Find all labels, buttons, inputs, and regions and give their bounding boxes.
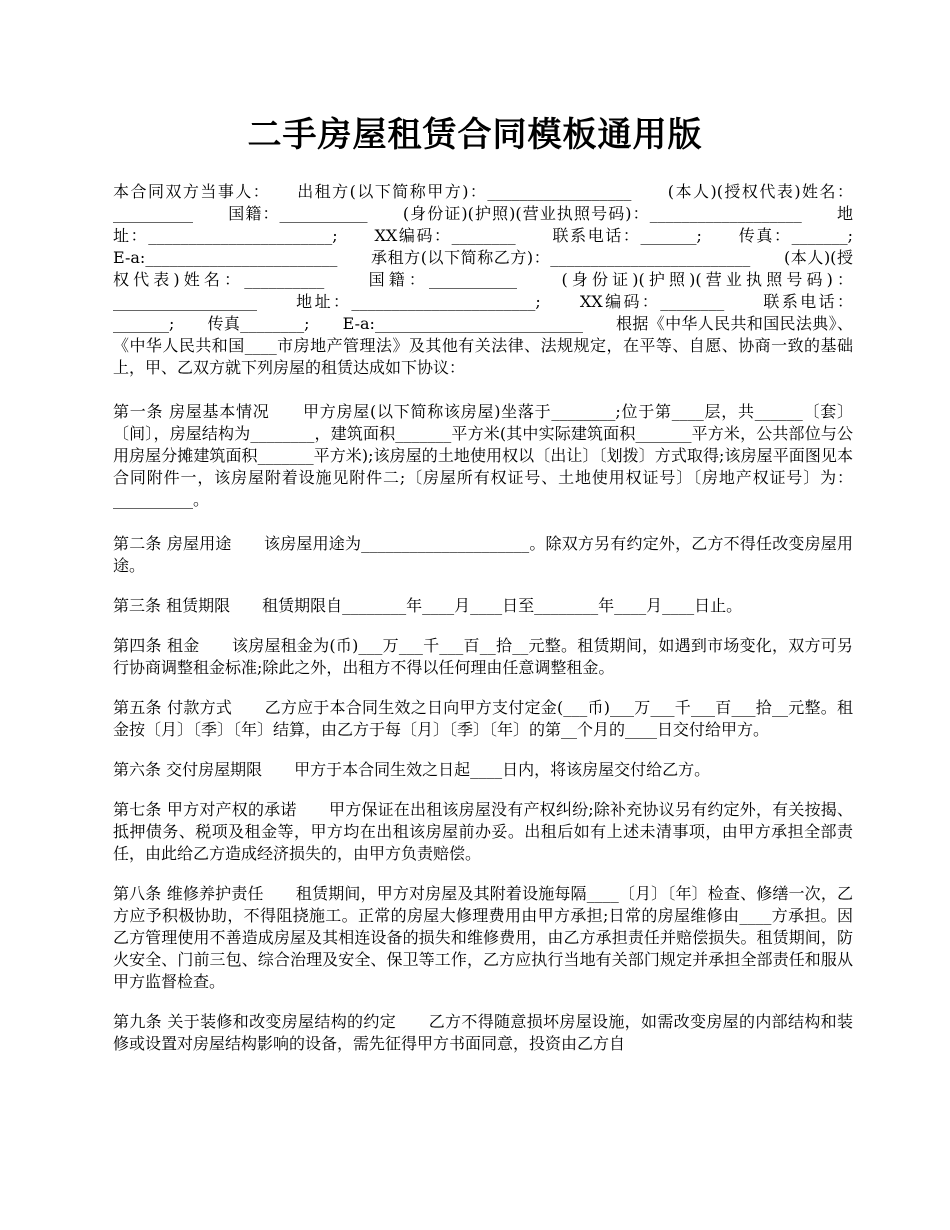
article-6-paragraph: 第六条 交付房屋期限 甲方于本合同生效之日起____日内，将该房屋交付给乙方。 — [113, 760, 711, 779]
document-title: 二手房屋租赁合同模板通用版 — [247, 115, 703, 155]
article-7-paragraph: 第七条 甲方对产权的承诺 甲方保证在出租该房屋没有产权纠纷;除补充协议另有约定外，有关按揭、抵押债务、税项及租金等，甲方均在出租该房屋前办妥。出租后如有上述未清事项，由甲方承担全部责任，由此给乙方造成经济损失的，由甲方负责赔偿。 — [113, 800, 853, 863]
article-9-paragraph: 第九条 关于装修和改变房屋结构的约定 乙方不得随意损坏房屋设施，如需改变房屋的内部结构和装修或设置对房屋结构影响的设备，需先征得甲方书面同意，投资由乙方自 — [113, 1012, 853, 1053]
article-8-paragraph: 第八条 维修养护责任 租赁期间，甲方对房屋及其附着设施每隔____〔月〕〔年〕检查、修缮一次，乙方应予积极协助，不得阻挠施工。正常的房屋大修理费用由甲方承担;日常的房屋维修由____方承担。因乙方管理使用不善造成房屋及其相连设备的损失和维修费用，由乙方承担责任并赔偿损失。租赁期间，防火安全、门前三包、综合治理及安全、保卫等工作，乙方应执行当地有关部门规定并承担全部责任和服从甲方监督检查。 — [113, 884, 853, 991]
document-body — [113, 181, 886, 1055]
article-3-paragraph: 第三条 租赁期限 租赁期限自________年____月____日至________年____月____日止。 — [113, 596, 743, 615]
article-5-paragraph: 第五条 付款方式 乙方应于本合同生效之日向甲方支付定金(___币)___万___千___百___拾__元整。租金按〔月〕〔季〕〔年〕结算，由乙方于每〔月〕〔季〕〔年〕的第__个月的____日交付给甲方。 — [113, 698, 853, 739]
article-2-paragraph: 第二条 房屋用途 该房屋用途为_____________________。除双方另有约定外，乙方不得任改变房屋用途。 — [113, 534, 853, 575]
parties-paragraph: 本合同双方当事人： 出租方(以下简称甲方)：__________________ (本人)(授权代表)姓名：__________ 国籍：___________ (身份证)(护照)(营业执照号码)：___________________ 地址：_______________________; XX编码：________ 联系电话：_______; 传真：_______; E-a:________________________ 承租方(以下简称乙方)：_________________________ (本人)(授权代表)姓名：__________ 国籍：___________ (身份证)(护照)(营业执照号码)：__________________ 地址：_______________________; XX编码：________ 联系电话：_______; 传真________; E-a:__________________________ 根据《中华人民共和国民法典》、《中华人民共和国____市房地产管理法》及其他有关法律、法规规定，在平等、自愿、协商一致的基础上，甲、乙双方就下列房屋的租赁达成如下协议： — [113, 182, 886, 377]
article-4-paragraph: 第四条 租金 该房屋租金为(币)___万___千___百__拾__元整。租赁期间，如遇到市场变化，双方可另行协商调整租金标准;除此之外，出租方不得以任何理由任意调整租金。 — [113, 636, 853, 677]
article-1-paragraph: 第一条 房屋基本情况 甲方房屋(以下简称该房屋)坐落于________;位于第____层，共______〔套〕〔间〕，房屋结构为________，建筑面积_______平方米(其中实际建筑面积_______平方米，公共部位与公用房屋分摊建筑面积_______平方米);该房屋的土地使用权以〔出让〕〔划拨〕方式取得;该房屋平面图见本合同附件一，该房屋附着设施见附件二;〔房屋所有权证号、土地使用权证号〕〔房地产权证号〕为：__________。 — [113, 402, 853, 509]
